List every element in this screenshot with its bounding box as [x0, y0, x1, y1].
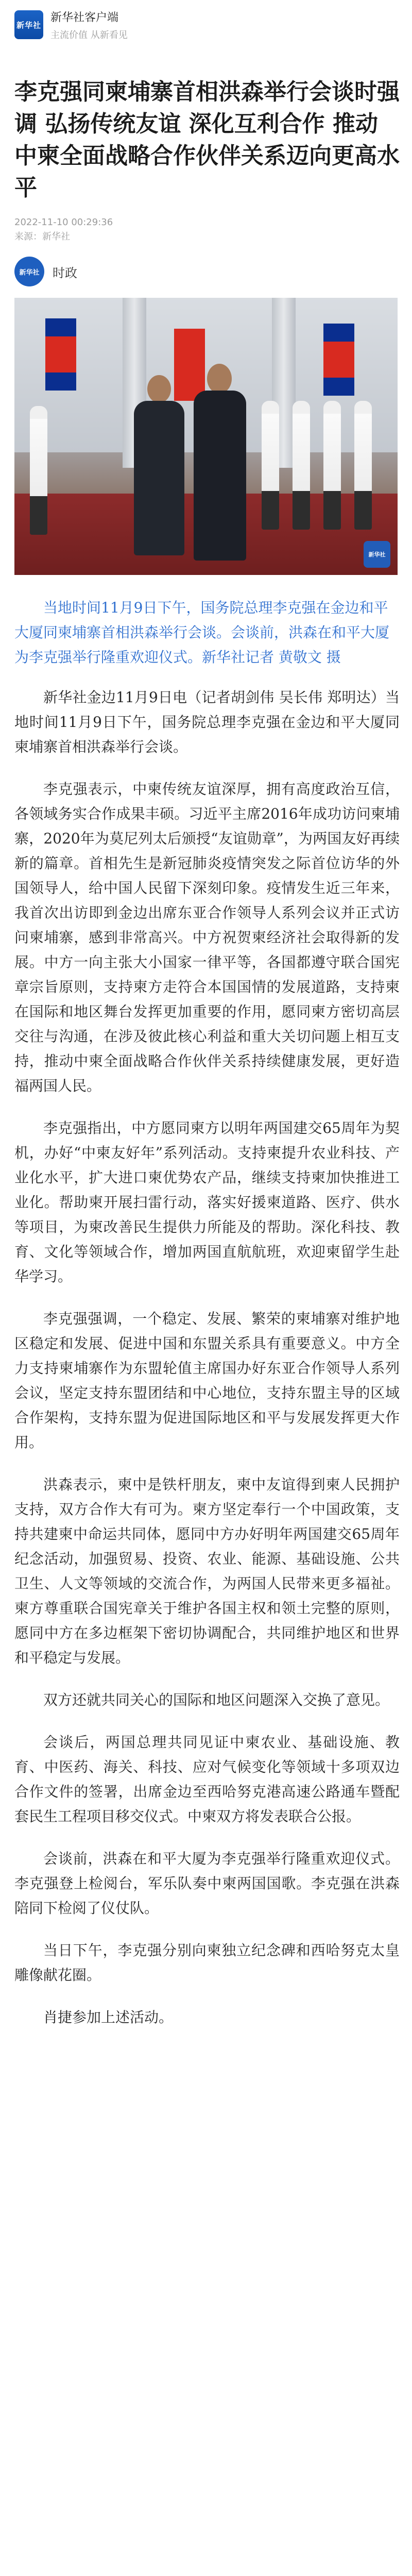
xinhua-logo-icon[interactable]	[14, 10, 43, 39]
author-avatar[interactable]	[14, 257, 44, 286]
honor-guard	[293, 401, 310, 530]
article-paragraph: 会谈后，两国总理共同见证中柬农业、基础设施、教育、中医药、海关、科技、应对气候变化等领域十多项双边合作文件的签署，出席金边至西哈努克港高速公路通车暨配套民生工程项目移交仪式。中柬双方将发表联合公报。	[14, 1734, 400, 1825]
cambodia-flag	[323, 324, 354, 396]
author-row[interactable]	[0, 244, 412, 298]
honor-guard	[323, 401, 341, 530]
person-li-keqiang	[194, 391, 246, 561]
article-paragraph: 洪森表示，柬中是铁杆朋友，柬中友谊得到柬人民拥护支持，双方合作大有可为。柬方坚定奉行一个中国政策，支持共建柬中命运共同体，愿同中方办好明年两国建交65周年纪念活动，加强贸易、投资、农业、能源、基础设施、公共卫生、人文等领域的交流合作，为两国人民带来更多福祉。柬方尊重联合国宪章关于维护各国主权和领土完整的原则，愿同中方在多边框架下密切协调配合，共同维护地区和世界和平稳定与发展。	[14, 1476, 400, 1666]
news-photo[interactable]	[14, 298, 398, 575]
author-name[interactable]: 时政	[53, 265, 77, 280]
cambodia-flag	[45, 318, 76, 391]
article-paragraph: 当日下午，李克强分别向柬独立纪念碑和西哈努克太皇雕像献花圈。	[14, 1942, 400, 1984]
honor-guard	[262, 401, 279, 530]
article-paragraph: 李克强指出，中方愿同柬方以明年两国建交65周年为契机，办好“中柬友好年”系列活动。支持柬提升农业科技、产业化水平，扩大进口柬优势农产品，继续支持柬加快推进工业化。帮助柬开展扫雷行动，落实好援柬道路、医疗、供水等项目，为柬改善民生提供力所能及的帮助。深化科技、教育、文化等领域合作，增加两国直航航班，欢迎柬留学生赴华学习。	[14, 1120, 400, 1285]
article-body	[0, 670, 412, 2030]
logo-text: 新华社	[16, 20, 41, 30]
watermark-text: 新华社	[368, 551, 386, 558]
person-head	[207, 364, 232, 394]
china-flag	[174, 329, 205, 401]
photo-caption: 当地时间11月9日下午，国务院总理李克强在金边和平大厦同柬埔寨首相洪森举行会谈。会谈前，洪森在和平大厦为李克强举行隆重欢迎仪式。新华社记者 黄敬文 摄	[14, 599, 390, 666]
photo-watermark-logo	[364, 541, 390, 568]
avatar-logo-text: 新华社	[19, 268, 40, 277]
article-paragraph: 双方还就共同关心的国际和地区问题深入交换了意见。	[43, 1691, 390, 1708]
article-title: 李克强同柬埔寨首相洪森举行会谈时强调 弘扬传统友谊 深化互利合作 推动中柬全面战略合作伙伴关系迈向更高水平	[14, 79, 400, 201]
app-meta	[50, 9, 128, 41]
article-meta	[0, 204, 412, 244]
person-hun-sen	[134, 401, 184, 555]
app-slogan: 主流价值 从新看见	[50, 29, 128, 41]
app-header	[0, 0, 412, 46]
article-paragraph: 肖捷参加上述活动。	[43, 2009, 174, 2026]
article-paragraph: 会谈前，洪森在和平大厦为李克强举行隆重欢迎仪式。李克强登上检阅台，军乐队奏中柬两国国歌。李克强在洪森陪同下检阅了仪仗队。	[14, 1850, 400, 1917]
app-name: 新华社客户端	[50, 11, 119, 24]
article-source: 来源：新华社	[14, 231, 70, 242]
article-paragraph: 李克强表示，中柬传统友谊深厚，拥有高度政治互信，各领域务实合作成果丰硕。习近平主席2016年成功访问柬埔寨，2020年为莫尼列太后颁授“友谊勋章”，为两国友好再续新的篇章。首相先生是新冠肺炎疫情突发之际首位访华的外国领导人，给中国人民留下深刻印象。疫情发生近三年来，我首次出访即到金边出席东亚合作领导人系列会议并正式访问柬埔寨，感到非常高兴。中方祝贺柬经济社会取得新的发展。中方一向主张大小国家一律平等，各国都遵守联合国宪章宗旨原则，支持柬方走符合本国国情的发展道路，支持柬在国际和地区舞台发挥更加重要的作用，愿同柬方密切高层交往与沟通，在涉及彼此核心利益和重大关切问题上相互支持，推动中柬全面战略合作伙伴关系持续健康发展，更好造福两国人民。	[14, 781, 400, 1094]
article-timestamp: 2022-11-10 00:29:36	[14, 217, 113, 228]
article-paragraph: 李克强强调，一个稳定、发展、繁荣的柬埔寨对维护地区稳定和发展、促进中国和东盟关系具有重要意义。中方全力支持柬埔寨作为东盟轮值主席国办好东亚合作领导人系列会议，坚定支持东盟团结和中心地位，支持东盟主导的区域合作架构，支持东盟为促进国际地区和平与发展发挥更大作用。	[14, 1310, 400, 1451]
article-paragraph: 新华社金边11月9日电（记者胡剑伟 吴长伟 郑明达）当地时间11月9日下午，国务院总理李克强在金边和平大厦同柬埔寨首相洪森举行会谈。	[14, 689, 400, 755]
person-head	[147, 375, 171, 403]
honor-guard	[30, 406, 47, 535]
honor-guard	[354, 401, 372, 530]
